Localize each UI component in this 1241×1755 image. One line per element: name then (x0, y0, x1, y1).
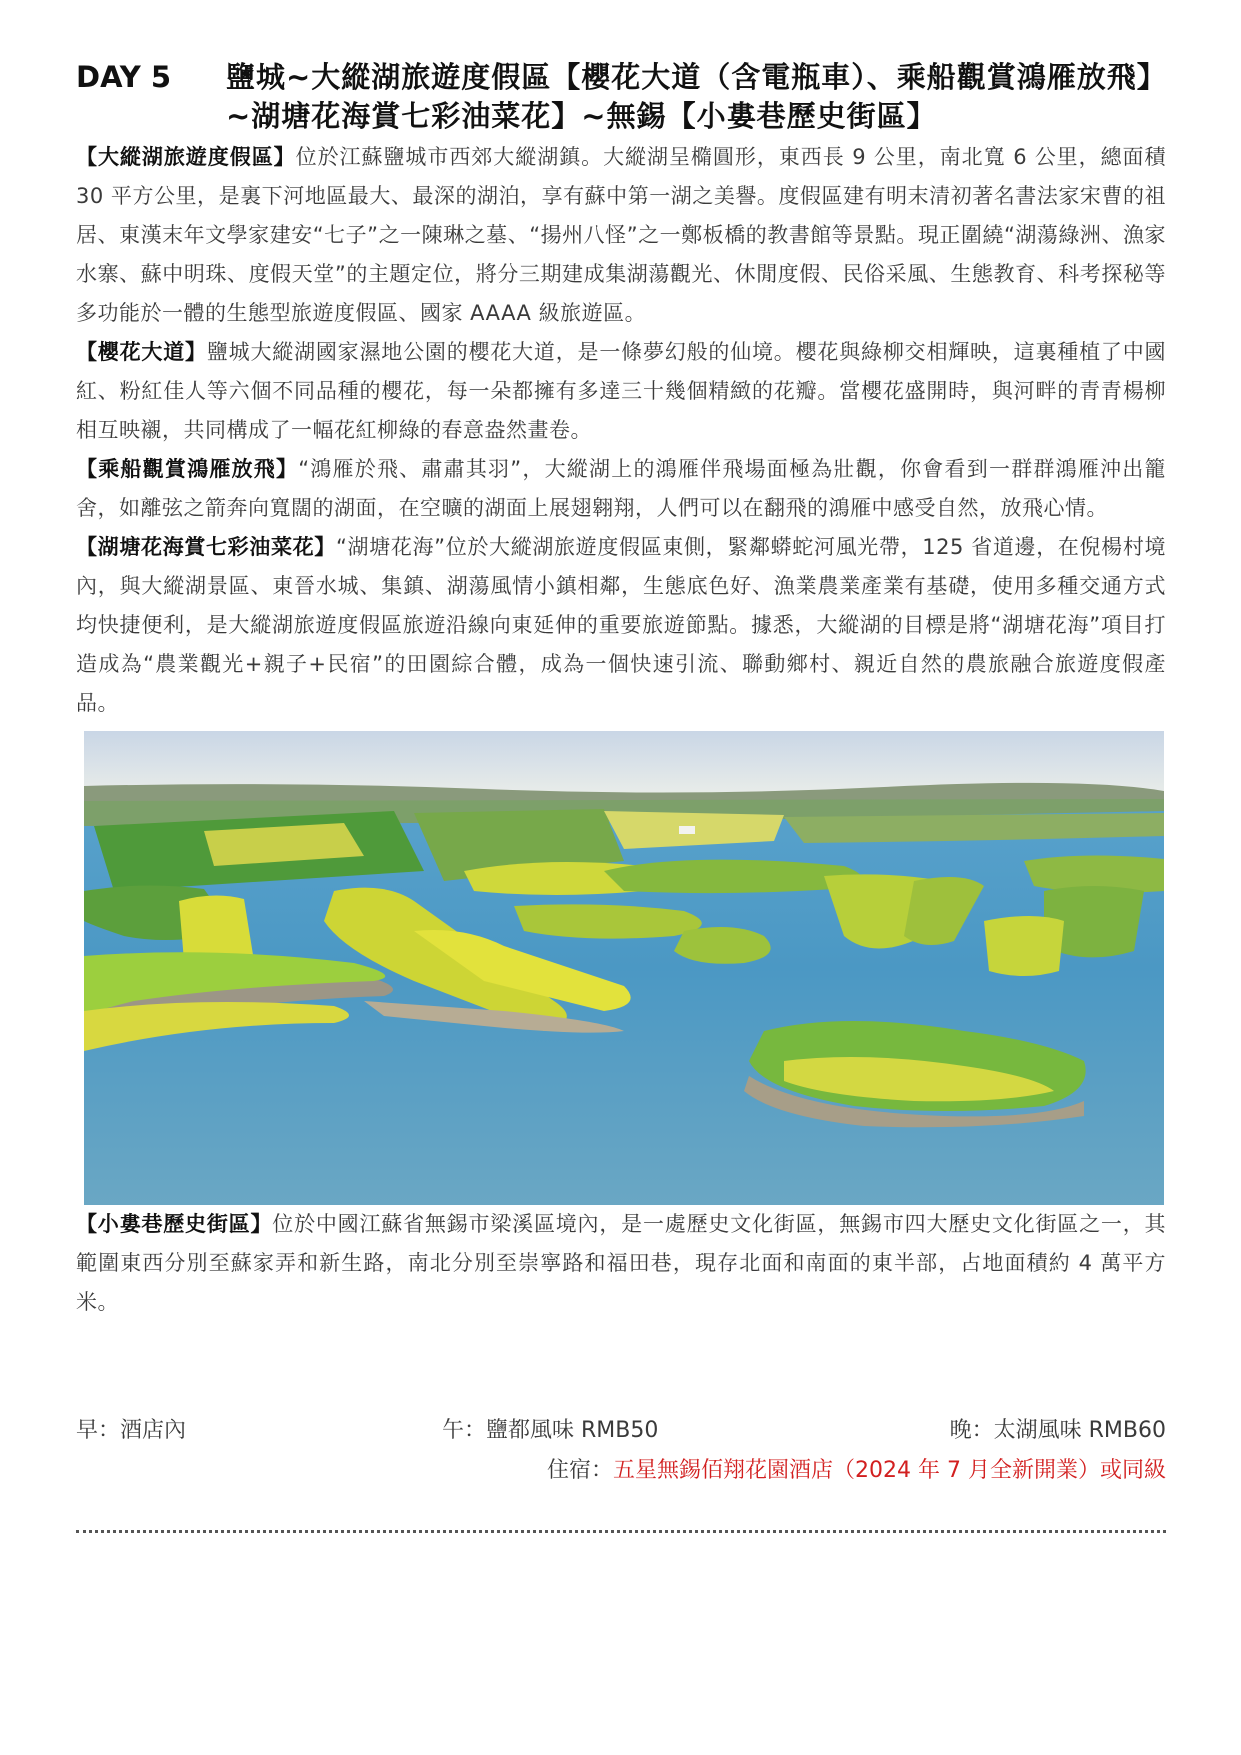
day-header (76, 58, 1166, 136)
dinner-info: 晚：太湖風味 RMB60 (949, 1418, 1166, 1443)
lunch-info: 午：鹽都風味 RMB50 (442, 1418, 659, 1443)
dotted-divider (76, 1530, 1166, 1533)
breakfast-info: 早：酒店內 (76, 1418, 187, 1443)
lodging-info (547, 1453, 1166, 1484)
section-cherry-avenue (76, 333, 1166, 450)
section-text: 位於中國江蘇省無錫市梁溪區境內，是一處歷史文化街區，無錫市四大歷史文化街區之一，其範圍東西分別至蘇家弄和新生路，南北分別至崇寧路和福田巷，現存北面和南面的東半部，占地面積約 4 萬平方米。 (76, 1212, 1167, 1314)
section-text: 鹽城大縱湖國家濕地公園的櫻花大道，是一條夢幻般的仙境。櫻花與綠柳交相輝映，這裏種植了中國紅、粉紅佳人等六個不同品種的櫻花，每一朵都擁有多達三十幾個精緻的花瓣。當櫻花盛開時，與河畔的青青楊柳相互映襯，共同構成了一幅花紅柳綠的春意盎然畫卷。 (76, 340, 1167, 442)
section-heading: 【櫻花大道】 (76, 340, 207, 364)
section-text: “湖塘花海”位於大縱湖旅遊度假區東側，緊鄰蟒蛇河風光帶，125 省道邊，在倪楊村境內，與大縱湖景區、東晉水城、集鎮、湖蕩風情小鎮相鄰，生態底色好、漁業農業產業有基礎，使用多種交通方式均快捷便利，是大縱湖旅遊度假區旅遊沿線向東延伸的重要旅遊節點。據悉，大縱湖的目標是將“湖塘花海”項目打造成為“農業觀光+親子+民宿”的田園綜合體，成為一個快速引流、聯動鄉村、親近自然的農旅融合旅遊度假產品。 (76, 535, 1167, 715)
lodging-label: 住宿： (547, 1458, 614, 1483)
itinerary-page (76, 58, 1166, 1322)
section-heading: 【大縱湖旅遊度假區】 (76, 145, 296, 169)
lake-aerial-photo (84, 731, 1164, 1205)
section-heading: 【湖塘花海賞七彩油菜花】 (76, 535, 336, 559)
section-heading: 【乘船觀賞鴻雁放飛】 (76, 457, 299, 481)
section-xiaolou-lane (76, 1205, 1166, 1322)
day-title: 鹽城~大縱湖旅遊度假區【櫻花大道（含電瓶車）、乘船觀賞鴻雁放飛】~湖塘花海賞七彩油菜花】~無錫【小婁巷歷史街區】 (226, 60, 1153, 133)
day-label: DAY 5 (76, 60, 172, 94)
hotel-name: 五星無錫佰翔花園酒店（2024 年 7 月全新開業）或同級 (613, 1458, 1166, 1483)
section-flower-sea (76, 528, 1166, 723)
meals-row (76, 1413, 1166, 1453)
section-text: 位於江蘇鹽城市西郊大縱湖鎮。大縱湖呈橢圓形，東西長 9 公里，南北寬 6 公里，總面積 30 平方公里，是裏下河地區最大、最深的湖泊，享有蘇中第一湖之美譽。度假區建有明末清初著名書法家宋曹的祖居、東漢末年文學家建安“七子”之一陳琳之墓、“揚州八怪”之一鄭板橋的教書館等景點。現正圍繞“湖蕩綠洲、漁家水寨、蘇中明珠、度假天堂”的主題定位，將分三期建成集湖蕩觀光、休閒度假、民俗采風、生態教育、科考探秘等多功能於一體的生態型旅遊度假區、國家 AAAA 級旅遊區。 (76, 145, 1167, 325)
section-da-zong-lake (76, 138, 1166, 333)
section-text: “鴻雁於飛、肅肅其羽”，大縱湖上的鴻雁伴飛場面極為壯觀，你會看到一群群鴻雁沖出籠舍，如離弦之箭奔向寬闊的湖面，在空曠的湖面上展翅翱翔，人們可以在翻飛的鴻雁中感受自然，放飛心情。 (76, 457, 1167, 520)
section-heading: 【小婁巷歷史街區】 (76, 1212, 273, 1236)
section-boat-geese (76, 450, 1166, 528)
